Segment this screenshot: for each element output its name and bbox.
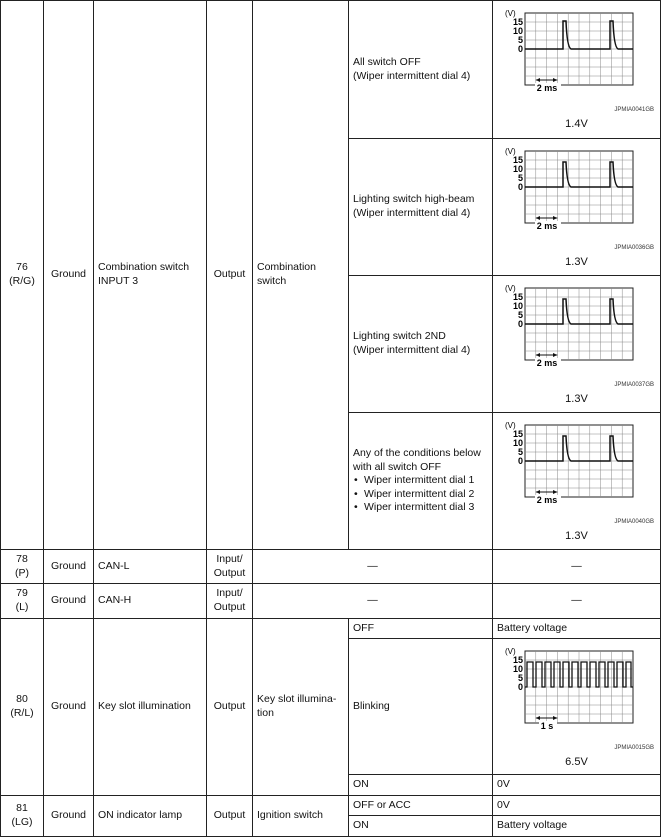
scope-unit: (V) <box>505 146 516 156</box>
state-line: (Wiper intermittent dial 4) <box>353 207 471 219</box>
scope-tick: 15 <box>512 17 523 28</box>
figure-id: JPMIA0041GB <box>614 107 654 114</box>
io-line: Input/ <box>216 587 243 600</box>
table-row <box>1 1 661 139</box>
io-line: Output <box>213 600 246 613</box>
wire-color: (L) <box>15 600 29 613</box>
io-cell: Output <box>207 618 253 795</box>
io-cell: Output <box>207 795 253 836</box>
condition-list <box>353 474 488 515</box>
signal-name-cell: Key slot illumination <box>94 618 207 795</box>
scope-tick: 5 <box>517 672 523 683</box>
scope-unit: (V) <box>505 646 516 656</box>
state-cell: ON <box>349 816 493 837</box>
terminal-number-cell <box>1 550 44 584</box>
scope-unit: (V) <box>505 420 516 430</box>
state-cell: OFF or ACC <box>349 795 493 816</box>
scope-tick: 5 <box>517 446 523 457</box>
ground-cell: Ground <box>44 584 94 618</box>
timebase-arrow <box>553 490 557 494</box>
timebase-arrow <box>553 216 557 220</box>
list-item: • Wiper intermittent dial 1 <box>353 474 488 488</box>
state-cell: Blinking <box>349 639 493 775</box>
list-item: • Wiper intermittent dial 3 <box>353 501 488 515</box>
io-line: Input/ <box>216 553 243 565</box>
wire-color: (P) <box>15 566 29 579</box>
state-line: Lighting switch high-beam <box>353 193 475 206</box>
value-cell: — <box>493 550 661 584</box>
timebase-arrow <box>536 216 540 220</box>
terminal-number: 79 <box>16 587 28 600</box>
scope-tick: 10 <box>512 437 523 448</box>
value-cell: 0V <box>493 775 661 796</box>
terminal-number-cell <box>1 1 44 550</box>
terminal-number-cell <box>1 584 44 618</box>
oscilloscope-figure <box>497 419 657 531</box>
timebase-arrow <box>536 78 540 82</box>
value-cell: — <box>493 584 661 618</box>
timebase-arrow <box>553 78 557 82</box>
figure-id: JPMIA0040GB <box>614 518 654 525</box>
timebase-label: 2 ms <box>536 357 558 368</box>
io-line: Output <box>213 566 246 579</box>
scope-tick: 0 <box>517 455 523 466</box>
condition-cell: Key slot illumina-tion <box>253 618 349 795</box>
wire-color: (LG) <box>11 815 33 828</box>
scope-tick: 0 <box>517 181 523 192</box>
measured-value: 1.3V <box>565 392 588 405</box>
state-cell <box>349 413 493 550</box>
oscilloscope-figure <box>497 7 657 119</box>
table-row <box>1 550 661 584</box>
signal-name-cell: ON indicator lamp <box>94 795 207 836</box>
wire-color: (R/L) <box>10 706 34 719</box>
table-row <box>1 795 661 816</box>
state-cell <box>349 1 493 139</box>
scope-tick: 0 <box>517 681 523 692</box>
condition-cell: — <box>253 584 493 618</box>
scope-unit: (V) <box>505 9 516 19</box>
measured-value: 1.4V <box>565 118 588 131</box>
scope-tick: 0 <box>517 318 523 329</box>
condition-cell: Combination switch <box>253 1 349 550</box>
figure-id: JPMIA0036GB <box>614 244 654 251</box>
state-line: (Wiper intermittent dial 4) <box>353 69 471 82</box>
wire-color: (R/G) <box>9 275 35 287</box>
scope-unit: (V) <box>505 283 516 293</box>
signal-name-cell: Combination switch INPUT 3 <box>94 1 207 550</box>
value-cell: 0V <box>493 795 661 816</box>
signal-name-cell: CAN-L <box>94 550 207 584</box>
scope-tick: 15 <box>512 154 523 165</box>
list-item: • Wiper intermittent dial 2 <box>353 488 488 502</box>
state-cell: ON <box>349 775 493 796</box>
table-row <box>1 618 661 639</box>
waveform-cell <box>493 413 661 550</box>
timebase-label: 1 s <box>540 720 554 731</box>
timebase-arrow <box>536 716 540 720</box>
state-cell: OFF <box>349 618 493 639</box>
state-line: Any of the conditions below <box>353 446 481 459</box>
state-line: Lighting switch 2ND <box>353 330 446 343</box>
scope-tick: 15 <box>512 654 523 665</box>
condition-cell: Ignition switch <box>253 795 349 836</box>
waveform-cell <box>493 1 661 139</box>
scope-tick: 15 <box>512 428 523 439</box>
terminal-number-cell <box>1 795 44 836</box>
value-cell: Battery voltage <box>493 618 661 639</box>
measured-value: 1.3V <box>565 255 588 268</box>
timebase-label: 2 ms <box>536 83 558 94</box>
timebase-arrow <box>553 716 557 720</box>
io-cell <box>207 584 253 618</box>
scope-tick: 10 <box>512 163 523 174</box>
ground-cell: Ground <box>44 550 94 584</box>
state-line: with all switch OFF <box>353 460 442 473</box>
ground-cell: Ground <box>44 1 94 550</box>
scope-tick: 10 <box>512 300 523 311</box>
state-line: (Wiper intermittent dial 4) <box>353 344 471 356</box>
figure-id: JPMIA0015GB <box>614 744 654 751</box>
terminal-number: 76 <box>16 261 28 274</box>
scope-tick: 10 <box>512 26 523 37</box>
terminal-number-cell <box>1 618 44 795</box>
ground-cell: Ground <box>44 618 94 795</box>
scope-tick: 15 <box>512 291 523 302</box>
io-cell <box>207 550 253 584</box>
oscilloscope-figure <box>497 145 657 257</box>
io-cell: Output <box>207 1 253 550</box>
timebase-arrow <box>536 490 540 494</box>
scope-tick: 5 <box>517 172 523 183</box>
scope-tick: 5 <box>517 35 523 46</box>
scope-tick: 10 <box>512 663 523 674</box>
state-cell <box>349 276 493 413</box>
waveform-cell <box>493 276 661 413</box>
condition-cell: — <box>253 550 493 584</box>
measured-value: 6.5V <box>565 755 588 768</box>
terminal-number: 78 <box>16 553 28 565</box>
waveform-cell <box>493 639 661 775</box>
terminal-number: 81 <box>16 802 28 815</box>
ground-cell: Ground <box>44 795 94 836</box>
measured-value: 1.3V <box>565 529 588 542</box>
state-cell <box>349 139 493 276</box>
timebase-arrow <box>536 353 540 357</box>
value-cell: Battery voltage <box>493 816 661 837</box>
signal-name-cell: CAN-H <box>94 584 207 618</box>
table-row <box>1 584 661 618</box>
oscilloscope-figure <box>497 282 657 394</box>
terminal-number: 80 <box>16 693 28 706</box>
figure-id: JPMIA0037GB <box>614 381 654 388</box>
timebase-label: 2 ms <box>536 494 558 505</box>
scope-tick: 5 <box>517 309 523 320</box>
state-line: All switch OFF <box>353 55 421 68</box>
waveform-cell <box>493 139 661 276</box>
scope-tick: 0 <box>517 44 523 55</box>
timebase-label: 2 ms <box>536 220 558 231</box>
oscilloscope-figure <box>497 645 657 757</box>
timebase-arrow <box>553 353 557 357</box>
